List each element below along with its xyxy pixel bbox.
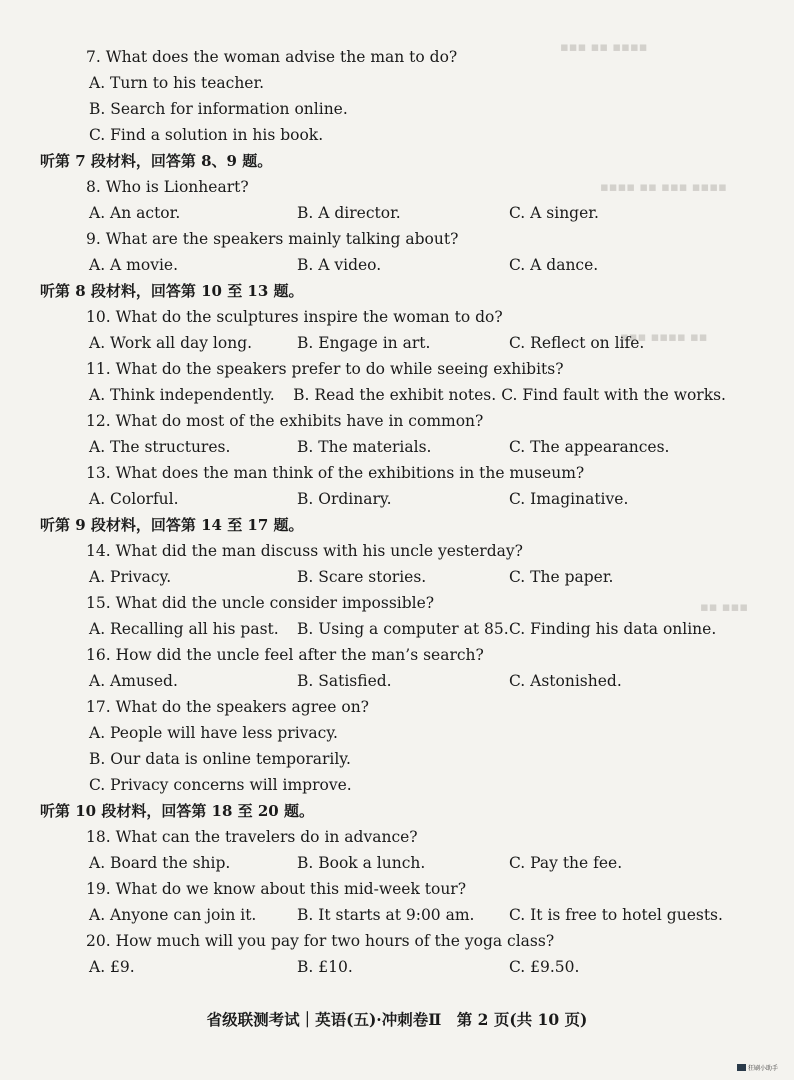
answer-options-row bbox=[86, 200, 726, 226]
page-footer: 省级联测考试｜英语(五)·冲刺卷Ⅱ 第 2 页(共 10 页) bbox=[206, 1010, 588, 1029]
answer-option: C. Finding his data online. bbox=[509, 620, 717, 638]
answer-option: B. Book a lunch. bbox=[297, 854, 426, 872]
section-heading: 听第 7 段材料，回答第 8、9 题。 bbox=[40, 152, 273, 170]
answer-option: B. £10. bbox=[297, 958, 353, 976]
question-stem: 13. What does the man think of the exhibitions in the museum? bbox=[86, 464, 585, 482]
answer-option: A. The structures. bbox=[89, 438, 231, 456]
question-stem: 19. What do we know about this mid-week tour? bbox=[86, 880, 467, 898]
answer-option: C. Find fault with the works. bbox=[501, 386, 726, 404]
answer-options-row bbox=[86, 486, 726, 512]
answer-options-row bbox=[86, 564, 726, 590]
answer-option: A. Turn to his teacher. bbox=[89, 74, 265, 92]
answer-option: B. A director. bbox=[297, 204, 401, 222]
answer-option: B. It starts at 9:00 am. bbox=[297, 906, 475, 924]
question-stem: 16. How did the uncle feel after the man’s search? bbox=[86, 646, 484, 664]
watermark-text: 狂刷小助手 bbox=[747, 1065, 778, 1072]
answer-option: A. Board the ship. bbox=[89, 854, 231, 872]
question-stem: 20. How much will you pay for two hours of the yoga class? bbox=[86, 932, 555, 950]
answer-options-row bbox=[86, 668, 726, 694]
section-heading: 听第 10 段材料，回答第 18 至 20 题。 bbox=[40, 802, 314, 820]
bleed-through-text: ▪▪▪ ▪▪▪▪ ▪▪ bbox=[620, 330, 708, 345]
question-stem: 10. What do the sculptures inspire the woman to do? bbox=[86, 308, 503, 326]
answer-option: A. Colorful. bbox=[89, 490, 179, 508]
answer-option: A. £9. bbox=[89, 958, 135, 976]
answer-option: C. It is free to hotel guests. bbox=[509, 906, 723, 924]
answer-option: C. Find a solution in his book. bbox=[89, 126, 324, 144]
answer-option: C. Privacy concerns will improve. bbox=[89, 776, 352, 794]
answer-options-row bbox=[86, 902, 726, 928]
answer-options-row bbox=[86, 330, 726, 356]
question-stem: 14. What did the man discuss with his uncle yesterday? bbox=[86, 542, 523, 560]
answer-option: C. The appearances. bbox=[509, 438, 670, 456]
question-stem: 9. What are the speakers mainly talking about? bbox=[86, 230, 459, 248]
answer-option: B. The materials. bbox=[297, 438, 432, 456]
answer-options-row bbox=[86, 616, 726, 642]
question-stem: 17. What do the speakers agree on? bbox=[86, 698, 369, 716]
answer-options-row bbox=[86, 382, 726, 408]
answer-option: B. Satisfied. bbox=[297, 672, 392, 690]
bleed-through-text: ▪▪▪ ▪▪ ▪▪▪▪ bbox=[560, 40, 648, 55]
bleed-through-text: ▪▪ ▪▪▪ bbox=[700, 600, 749, 615]
answer-options-row bbox=[86, 954, 726, 980]
question-stem: 15. What did the uncle consider impossible? bbox=[86, 594, 435, 612]
answer-option: C. Astonished. bbox=[509, 672, 622, 690]
answer-option: C. The paper. bbox=[509, 568, 614, 586]
answer-option: C. £9.50. bbox=[509, 958, 580, 976]
answer-option: B. Using a computer at 85. bbox=[297, 620, 509, 638]
answer-options-row bbox=[86, 252, 726, 278]
question-stem: 8. Who is Lionheart? bbox=[86, 178, 249, 196]
answer-option: B. Read the exhibit notes. bbox=[293, 386, 497, 404]
question-stem: 12. What do most of the exhibits have in common? bbox=[86, 412, 484, 430]
answer-option: B. Engage in art. bbox=[297, 334, 431, 352]
answer-option: B. Our data is online temporarily. bbox=[89, 750, 351, 768]
answer-option: A. Recalling all his past. bbox=[89, 620, 279, 638]
answer-options-row bbox=[86, 434, 726, 460]
answer-options-row bbox=[86, 850, 726, 876]
answer-option: C. Reflect on life. bbox=[509, 334, 645, 352]
answer-option: B. Search for information online. bbox=[89, 100, 348, 118]
answer-option: A. Work all day long. bbox=[89, 334, 253, 352]
answer-option: C. Imaginative. bbox=[509, 490, 629, 508]
bleed-through-text: ▪▪▪▪ ▪▪ ▪▪▪ ▪▪▪▪ bbox=[600, 180, 727, 195]
listening-questions bbox=[40, 44, 726, 980]
answer-option: A. An actor. bbox=[89, 204, 181, 222]
answer-option: A. Amused. bbox=[89, 672, 178, 690]
question-stem: 7. What does the woman advise the man to do? bbox=[86, 48, 458, 66]
watermark bbox=[737, 1063, 778, 1072]
answer-option: C. A dance. bbox=[509, 256, 599, 274]
answer-option: A. A movie. bbox=[89, 256, 179, 274]
answer-option: B. Scare stories. bbox=[297, 568, 427, 586]
answer-option: C. Pay the fee. bbox=[509, 854, 623, 872]
answer-option: A. Privacy. bbox=[89, 568, 172, 586]
question-stem: 18. What can the travelers do in advance? bbox=[86, 828, 418, 846]
section-heading: 听第 9 段材料，回答第 14 至 17 题。 bbox=[40, 516, 304, 534]
watermark-logo-icon bbox=[737, 1064, 746, 1071]
answer-option: A. Anyone can join it. bbox=[89, 906, 257, 924]
section-heading: 听第 8 段材料，回答第 10 至 13 题。 bbox=[40, 282, 304, 300]
answer-option: B. A video. bbox=[297, 256, 382, 274]
question-stem: 11. What do the speakers prefer to do while seeing exhibits? bbox=[86, 360, 564, 378]
answer-option: A. Think independently. bbox=[89, 386, 275, 404]
answer-option: B. Ordinary. bbox=[297, 490, 392, 508]
answer-option: A. People will have less privacy. bbox=[89, 724, 338, 742]
answer-option: C. A singer. bbox=[509, 204, 599, 222]
